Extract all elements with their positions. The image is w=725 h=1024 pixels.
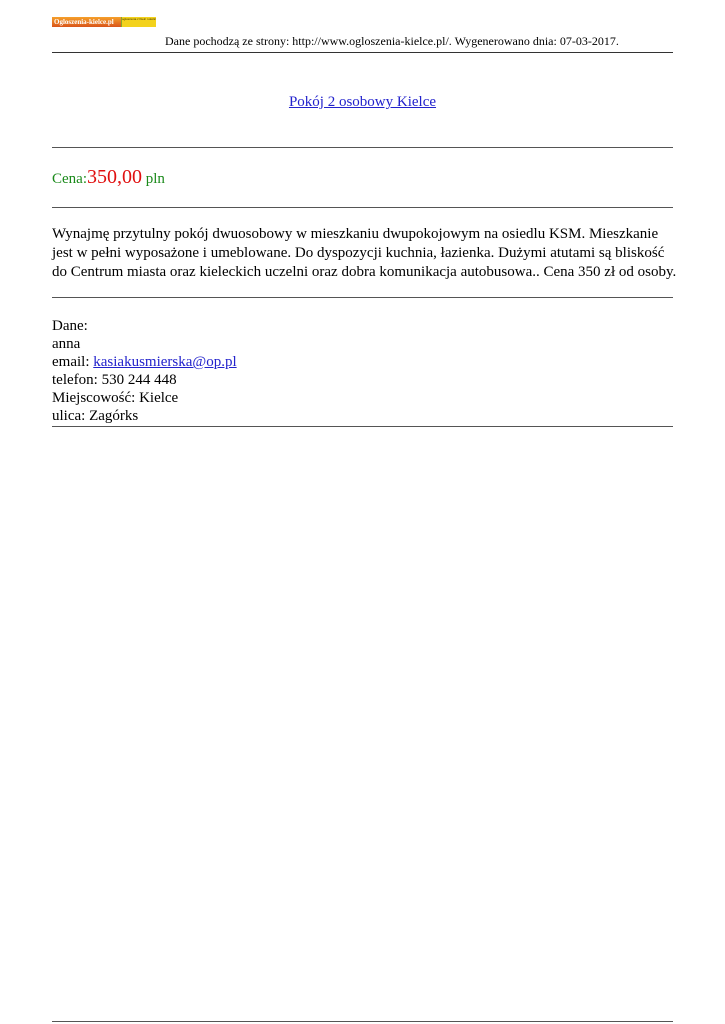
- price-row: [52, 166, 165, 189]
- price-divider: [52, 207, 673, 208]
- listing-title: [0, 93, 725, 111]
- email-link[interactable]: kasiakusmierska@op.pl: [93, 354, 237, 370]
- contact-street: ulica: Zagórks: [52, 408, 139, 424]
- contact-city: Miejscowość: Kielce: [52, 390, 179, 406]
- listing-description: [52, 225, 677, 282]
- title-divider: [52, 147, 673, 148]
- contact-phone: telefon: 530 244 448: [52, 372, 177, 388]
- description-line: do Centrum miasta oraz kieleckich uczelni oraz dobra komunikacja autobusowa.. Cena 350 zł od osoby.: [52, 264, 677, 280]
- description-line: Wynajmę przytulny pokój dwuosobowy w mieszkaniu dwupokojowym na osiedlu KSM. Mieszkanie: [52, 226, 659, 242]
- logo-text: Ogloszenia-kielce.pl: [52, 17, 121, 27]
- contact-name: anna: [52, 336, 81, 352]
- logo-tagline: ogłoszenia z Kielc i okolic: [121, 17, 156, 27]
- contact-email-row: [52, 353, 237, 371]
- email-label: email:: [52, 354, 94, 370]
- site-logo: [52, 17, 156, 27]
- header-divider: [52, 52, 673, 53]
- contact-divider: [52, 426, 673, 427]
- price-currency: pln: [142, 171, 165, 187]
- description-line: jest w pełni wyposażone i umeblowane. Do dyspozycji kuchnia, łazienka. Dużymi atutami są bliskość: [52, 245, 665, 261]
- contact-block: [52, 317, 237, 425]
- price-label: Cena:: [52, 171, 87, 187]
- price-value: 350,00: [87, 166, 142, 188]
- source-line: Dane pochodzą ze strony: http://www.ogloszenia-kielce.pl/. Wygenerowano dnia: 07-03-2017.: [165, 34, 619, 48]
- contact-heading: Dane:: [52, 318, 88, 334]
- footer-divider: [52, 1021, 673, 1022]
- description-divider: [52, 297, 673, 298]
- listing-title-link[interactable]: Pokój 2 osobowy Kielce: [288, 94, 437, 110]
